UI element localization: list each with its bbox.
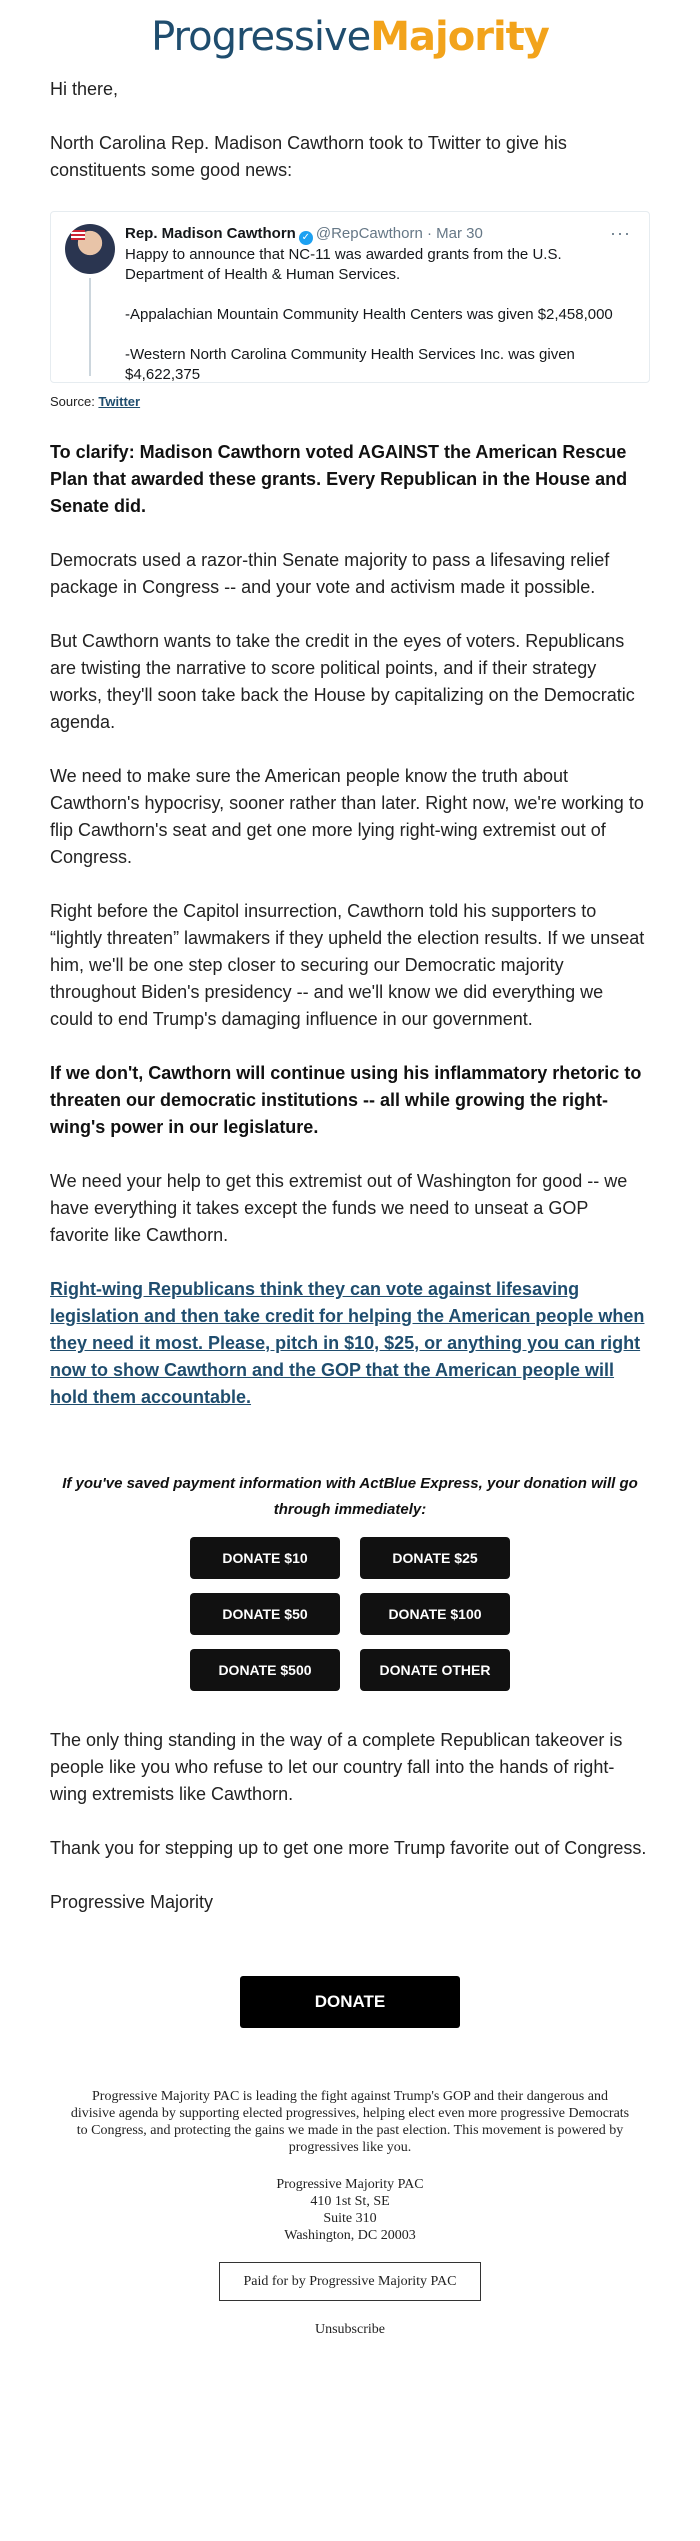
- donate-10-button[interactable]: DONATE $10: [190, 1537, 340, 1579]
- tweet-text-1: Happy to announce that NC-11 was awarded grants from the U.S. Department of Health & Human Services.: [125, 246, 562, 283]
- intro-paragraph: North Carolina Rep. Madison Cawthorn took to Twitter to give his constituents some good news:: [50, 133, 567, 180]
- tweet-handle[interactable]: @RepCawthorn: [315, 225, 423, 242]
- closing-section: [50, 1727, 650, 1916]
- unsubscribe-link[interactable]: Unsubscribe: [315, 2322, 385, 2337]
- logo-part-progressive: Progressive: [151, 14, 371, 60]
- paragraph-credit: But Cawthorn wants to take the credit in the eyes of voters. Republicans are twisting the narrative to score political points, and if their strategy works, they'll soon take back the House by capitalizing on the Democratic agenda.: [50, 631, 635, 732]
- address-line: Suite 310: [323, 2211, 377, 2226]
- paragraph-democrats: Democrats used a razor-thin Senate majority to pass a lifesaving relief package in Congress -- and your vote and activism made it possible.: [50, 550, 610, 597]
- thread-line: [89, 278, 91, 376]
- verified-badge-icon: ✓: [299, 231, 313, 245]
- tweet-date[interactable]: · Mar 30: [426, 225, 483, 242]
- donate-other-button[interactable]: DONATE OTHER: [360, 1649, 510, 1691]
- footer: [0, 2088, 700, 2338]
- footer-about: Progressive Majority PAC is leading the fight against Trump's GOP and their dangerous and divisive agenda by supporting elected progressives, helping elect even more progressive Democrats to Congress, and protecting the gains we made in the past election. This movement is powered by progressives like you.: [70, 2089, 630, 2155]
- paragraph-clarify: To clarify: Madison Cawthorn voted AGAINST the American Rescue Plan that awarded these grants. Every Republican in the House and Senate did.: [50, 442, 628, 516]
- donate-button[interactable]: DONATE: [240, 1976, 460, 2028]
- paragraph-need-help: We need your help to get this extremist out of Washington for good -- we have everything it takes except the funds we need to unseat a GOP favorite like Cawthorn.: [50, 1171, 628, 1245]
- tweet-author-name[interactable]: Rep. Madison Cawthorn: [125, 225, 296, 242]
- tweet-content: [125, 224, 635, 385]
- donate-500-button[interactable]: DONATE $500: [190, 1649, 340, 1691]
- signoff: Progressive Majority: [50, 1892, 214, 1912]
- donate-button-grid: [190, 1537, 510, 1691]
- footer-address: [70, 2176, 630, 2244]
- donate-25-button[interactable]: DONATE $25: [360, 1537, 510, 1579]
- paid-for-box: Paid for by Progressive Majority PAC: [219, 2262, 482, 2301]
- embedded-tweet[interactable]: [50, 211, 650, 383]
- donate-50-button[interactable]: DONATE $50: [190, 1593, 340, 1635]
- paragraph-standing: The only thing standing in the way of a complete Republican takeover is people like you who refuse to let our country fall into the hands of right-wing extremists like Cawthorn.: [50, 1730, 623, 1804]
- greeting: Hi there,: [50, 79, 119, 99]
- paragraph-thanks: Thank you for stepping up to get one more Trump favorite out of Congress.: [50, 1838, 647, 1858]
- actblue-note: If you've saved payment information with ActBlue Express, your donation will go through immediately:: [62, 1475, 638, 1518]
- address-line: 410 1st St, SE: [310, 2194, 390, 2209]
- source-label: Source:: [50, 394, 99, 409]
- tweet-header: [125, 224, 635, 245]
- logo-part-majority: Majority: [370, 14, 549, 60]
- source-line: [50, 393, 650, 411]
- avatar[interactable]: [65, 224, 115, 274]
- address-line: Progressive Majority PAC: [276, 2177, 424, 2192]
- flag-icon: [71, 230, 85, 240]
- more-options-icon[interactable]: ···: [610, 223, 631, 243]
- brand-logo[interactable]: [0, 0, 700, 76]
- main-content: [0, 76, 700, 2028]
- tweet-text-3: -Western North Carolina Community Health Services Inc. was given $4,622,375: [125, 346, 575, 383]
- paragraph-insurrection: Right before the Capitol insurrection, Cawthorn told his supporters to “lightly threaten” lawmakers if they upheld the election results. If we unseat him, we'll be one step closer to securing our Democratic majority throughout Biden's presidency -- and we'll know we did everything we could to end Trump's damaging influence in our government.: [50, 901, 645, 1029]
- source-twitter-link[interactable]: Twitter: [98, 394, 141, 409]
- donate-100-button[interactable]: DONATE $100: [360, 1593, 510, 1635]
- paragraph-truth: We need to make sure the American people know the truth about Cawthorn's hypocrisy, sooner rather than later. Right now, we're working to flip Cawthorn's seat and get one more lying right-wing extremist out of Congress.: [50, 766, 644, 867]
- donation-appeal-link[interactable]: Right-wing Republicans think they can vote against lifesaving legislation and then take credit for helping the American people when they need it most. Please, pitch in $10, $25, or anything you can right now to show Cawthorn and the GOP that the American people will hold them accountable.: [50, 1279, 645, 1407]
- address-line: Washington, DC 20003: [284, 2228, 416, 2243]
- tweet-text-2: -Appalachian Mountain Community Health Centers was given $2,458,000: [125, 306, 613, 323]
- paragraph-warning: If we don't, Cawthorn will continue using his inflammatory rhetoric to threaten our democratic institutions -- all while growing the right-wing's power in our legislature.: [50, 1063, 642, 1137]
